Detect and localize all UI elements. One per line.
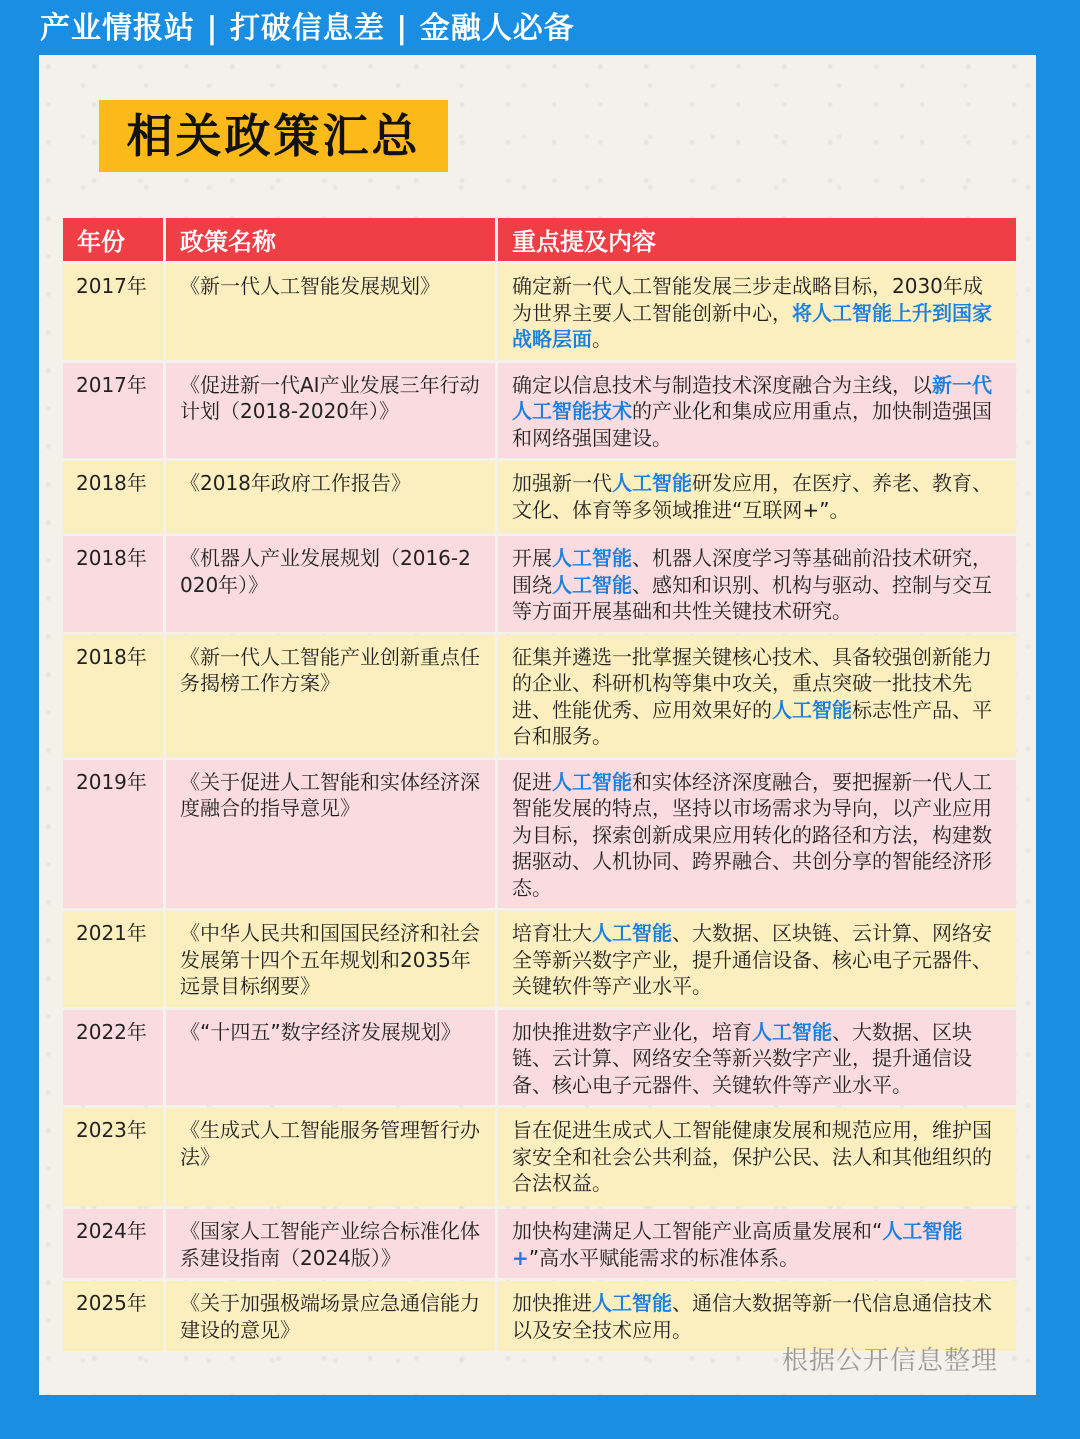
content-text: 、大数据、区块链、云计算、网络安全等新兴数字产业，提升通信设备、核心电子元器件、关键软件等产业水平。 [512,1019,972,1097]
header-year: 年份 [63,218,166,261]
page-title: 相关政策汇总 [99,100,448,172]
cell-key-content [498,1010,1016,1106]
cell-policy-name: 《新一代人工智能发展规划》 [166,264,498,360]
cell-year: 2025年 [63,1281,166,1351]
content-text: 、大数据、区块链、云计算、网络安全等新兴数字产业，提升通信设备、核心电子元器件、关键软件等产业水平。 [512,921,992,998]
content-text: 标志性产品、平台和服务。 [512,697,992,748]
cell-policy-name: 《“十四五”数字经济发展规划》 [166,1010,498,1106]
cell-year: 2022年 [63,1010,166,1106]
highlight-text: 人工智能 [552,572,632,597]
content-text: 培育壮大 [512,921,592,945]
table-header-row [63,218,1016,261]
cell-year: 2019年 [63,760,166,909]
content-text: ”高水平赋能需求的标准体系。 [528,1245,800,1270]
table-row [63,264,1016,360]
policy-table [63,215,1016,1354]
cell-year: 2024年 [63,1209,166,1278]
cell-key-content [498,1108,1016,1206]
content-text: 加快构建满足人工智能产业高质量发展和“ [512,1219,883,1243]
cell-year: 2017年 [63,264,166,360]
highlight-text: 人工智能+ [512,1219,963,1270]
cell-policy-name: 《国家人工智能产业综合标准化体系建设指南（2024版）》 [166,1209,498,1278]
cell-policy-name: 《2018年政府工作报告》 [166,461,498,533]
content-text: 和实体经济深度融合，要把握新一代人工智能发展的特点，坚持以市场需求为导向，以产业应用为目标，探索创新成果应用转化的路径和方法，构建数据驱动、人机协同、跨界融合、共创分享的智能经济形态。 [512,769,992,900]
cell-policy-name: 《生成式人工智能服务管理暂行办法》 [166,1108,498,1206]
top-banner: 产业情报站 | 打破信息差 | 金融人必备 [40,11,575,46]
highlight-text: 将人工智能上升到国家战略层面 [512,300,992,351]
content-text: 促进 [512,769,552,794]
table-row [63,1108,1016,1206]
content-text: 确定新一代人工智能发展三步走战略目标，2030年成为世界主要人工智能创新中心， [512,274,983,325]
content-text: 确定以信息技术与制造技术深度融合为主线，以 [512,372,932,397]
header-key-content: 重点提及内容 [498,218,1016,261]
content-text: 、机器人深度学习等基础前沿技术研究，围绕 [512,546,992,597]
cell-policy-name: 《关于加强极端场景应急通信能力建设的意见》 [166,1281,498,1351]
highlight-text: 人工智能 [772,697,852,722]
cell-policy-name: 《促进新一代AI产业发展三年行动计划（2018-2020年）》 [166,363,498,459]
cell-year: 2017年 [63,363,166,459]
cell-year: 2018年 [63,635,166,757]
cell-policy-name: 《新一代人工智能产业创新重点任务揭榜工作方案》 [166,635,498,757]
cell-key-content [498,635,1016,757]
cell-key-content [498,760,1016,909]
content-text: 的产业化和集成应用重点，加快制造强国和网络强国建设。 [512,399,992,450]
cell-year: 2018年 [63,536,166,632]
cell-key-content [498,461,1016,533]
highlight-text: 人工智能 [552,546,632,570]
highlight-text: 人工智能 [592,921,672,945]
cell-key-content [498,363,1016,459]
content-text: 加快推进 [512,1291,592,1315]
cell-key-content [498,264,1016,360]
cell-year: 2021年 [63,911,166,1007]
content-text: 研发应用，在医疗、养老、教育、文化、体育等多领域推进“互联网+”。 [512,471,992,522]
highlight-text: 新一代人工智能技术 [512,372,992,423]
table-row [63,363,1016,459]
table-row [63,1010,1016,1106]
cell-policy-name: 《机器人产业发展规划（2016-2020年）》 [166,536,498,632]
cell-key-content [498,1209,1016,1278]
table-row [63,760,1016,909]
content-text: 旨在促进生成式人工智能健康发展和规范应用，维护国家安全和社会公共利益，保护公民、法人和其他组织的合法权益。 [512,1118,992,1195]
content-text: 加快推进数字产业化，培育 [512,1019,752,1044]
content-text: 征集并遴选一批掌握关键核心技术、具备较强创新能力的企业、科研机构等集中攻关，重点突破一批技术先进、性能优秀、应用效果好的 [512,644,992,722]
cell-policy-name: 《关于促进人工智能和实体经济深度融合的指导意见》 [166,760,498,909]
cell-year: 2018年 [63,461,166,533]
content-text: 、通信大数据等新一代信息通信技术以及安全技术应用。 [512,1291,992,1342]
table-row [63,911,1016,1007]
content-text: 开展 [512,546,552,570]
table-row [63,536,1016,632]
table-row [63,635,1016,757]
highlight-text: 人工智能 [552,769,632,794]
content-text: 加强新一代 [512,471,612,495]
highlight-text: 人工智能 [592,1291,672,1315]
content-text: 。 [592,327,612,351]
source-note: 根据公开信息整理 [781,1346,998,1376]
highlight-text: 人工智能 [612,471,692,495]
cell-year: 2023年 [63,1108,166,1206]
cell-key-content [498,536,1016,632]
content-panel [39,55,1036,1395]
table-row [63,1209,1016,1278]
table-row [63,461,1016,533]
highlight-text: 人工智能 [752,1019,832,1044]
content-text: 、感知和识别、机构与驱动、控制与交互等方面开展基础和共性关键技术研究。 [512,572,992,623]
cell-key-content [498,911,1016,1007]
cell-policy-name: 《中华人民共和国国民经济和社会发展第十四个五年规划和2035年远景目标纲要》 [166,911,498,1007]
header-policy-name: 政策名称 [166,218,498,261]
